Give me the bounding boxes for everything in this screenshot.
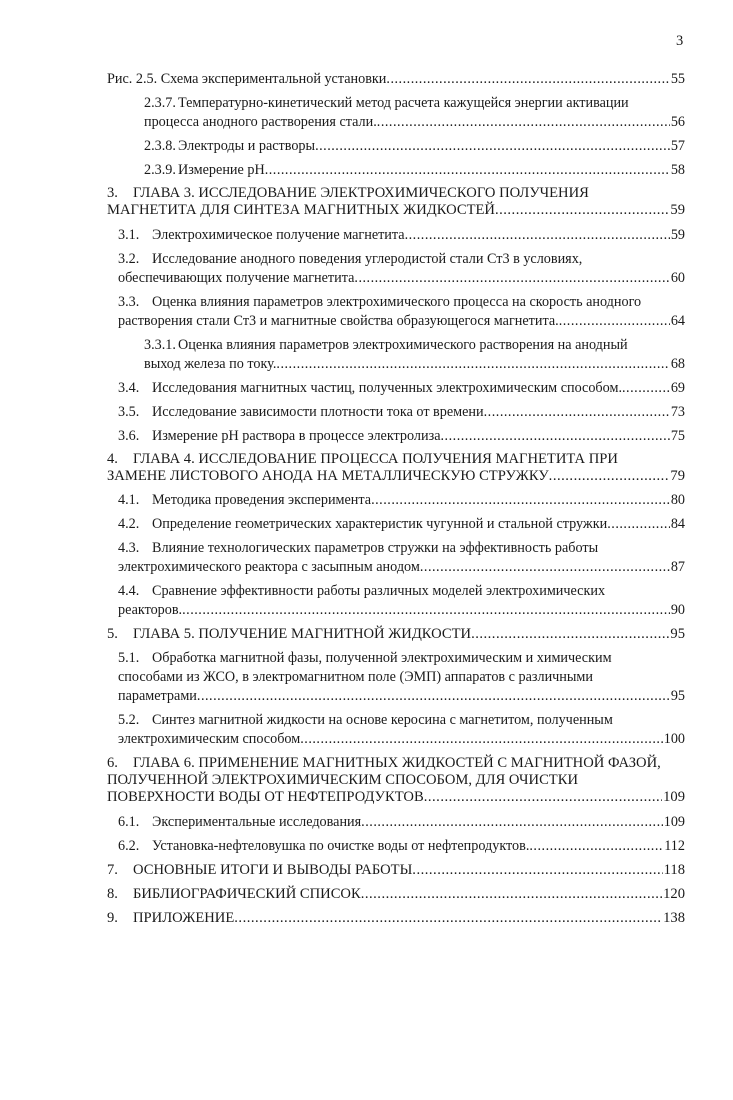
dot-leader (386, 70, 669, 88)
toc-entry-line (107, 754, 685, 772)
toc-entry-title: Исследование анодного поведения углеродистой стали Ст3 в условиях, (152, 251, 583, 267)
toc-entry-line-last (144, 355, 685, 373)
dot-leader (405, 226, 670, 244)
dot-leader (559, 312, 670, 330)
toc-entry-line (118, 668, 685, 686)
toc-entry-number: 3.6. (118, 428, 140, 444)
toc-entry-line-last (118, 813, 685, 831)
dot-leader (354, 269, 669, 287)
dot-leader (441, 427, 670, 445)
toc-entry-title: Методика проведения эксперимента (152, 492, 372, 508)
toc-entry-page: 64 (670, 313, 685, 329)
dot-leader (182, 601, 670, 619)
toc-entry-line-last (107, 885, 685, 903)
toc-entry-page: 68 (670, 356, 685, 372)
toc-entry-title: ГЛАВА 3. ИССЛЕДОВАНИЕ ЭЛЕКТРОХИМИЧЕСКОГО ПОЛУЧЕНИЯ (133, 185, 589, 201)
toc-entry-line (107, 771, 685, 789)
toc-entry-number: 3.5. (118, 404, 140, 420)
toc-entry-page: 69 (670, 380, 685, 396)
toc-entry-title: Электроды и растворы (178, 138, 316, 154)
toc-entry-title: ПОЛУЧЕННОЙ ЭЛЕКТРОХИМИЧЕСКИМ СПОСОБОМ, ДЛЯ ОЧИСТКИ (107, 772, 578, 788)
toc-entry-page: 55 (670, 71, 685, 87)
toc-entry-title: Измерение pH раствора в процессе электролиза (152, 428, 441, 444)
toc-entry-line (107, 184, 685, 202)
toc-entry-number: 6.2. (118, 838, 140, 854)
toc-entry-line-last (107, 788, 685, 806)
toc-entry-line (118, 250, 685, 268)
toc-entry-page: 100 (663, 731, 685, 747)
toc-entry-page: 95 (670, 688, 685, 704)
toc-entry-line-last (118, 601, 685, 619)
toc-entry-title: МАГНЕТИТА ДЛЯ СИНТЕЗА МАГНИТНЫХ ЖИДКОСТЕЙ (107, 202, 495, 218)
dot-leader (197, 687, 670, 705)
toc-entry-title: Обработка магнитной фазы, полученной электрохимическим и химическим (152, 650, 612, 666)
dot-leader (361, 813, 663, 831)
toc-entry-title: Температурно-кинетический метод расчета кажущейся энергии активации (178, 95, 629, 111)
dot-leader (377, 113, 670, 131)
toc-entry-page: 90 (670, 602, 685, 618)
toc-entry-number: 3.3. (118, 294, 140, 310)
toc-entry-line-last (118, 515, 685, 533)
dot-leader (276, 355, 669, 373)
toc-entry-line (118, 539, 685, 557)
toc-entry-line-last (118, 269, 685, 287)
toc-entry-title: ПРИЛОЖЕНИЕ (133, 910, 235, 926)
toc-entry-page: 84 (670, 516, 685, 532)
toc-entry-title: процесса анодного растворения стали. (144, 114, 377, 130)
toc-entry-title: Сравнение эффективности работы различных моделей электрохимических (152, 583, 606, 599)
toc-entry-line (118, 293, 685, 311)
toc-entry-number: 3. (107, 185, 118, 201)
toc-entry-page: 120 (663, 886, 685, 902)
toc-entry-title: реакторов. (118, 602, 183, 618)
toc-entry-title: Установка-нефтеловушка по очистке воды от нефтепродуктов. (152, 838, 530, 854)
toc-entry-line-last (107, 625, 685, 643)
toc-entry-title: Синтез магнитной жидкости на основе керосина с магнетитом, полученным (152, 712, 613, 728)
dot-leader (265, 161, 670, 179)
toc-entry-title: электрохимического реактора с засыпным анодом (118, 559, 420, 575)
toc-entry-line-last (107, 70, 685, 88)
dot-leader (234, 909, 662, 927)
toc-entry-page: 112 (664, 838, 685, 854)
toc-entry-number: 2.3.9. (144, 162, 176, 178)
toc-entry-title: Определение геометрических характеристик чугунной и стальной стружки (152, 516, 608, 532)
dot-leader (529, 837, 663, 855)
toc-entry-line-last (144, 113, 685, 131)
toc-entry-title: электрохимическим способом (118, 731, 301, 747)
toc-entry-title: Влияние технологических параметров стружки на эффективность работы (152, 540, 599, 556)
toc-entry-number: 3.1. (118, 227, 140, 243)
toc-entry-page: 95 (670, 626, 685, 642)
toc-entry-line (118, 711, 685, 729)
toc-entry-line-last (107, 201, 685, 219)
toc-entry-number: 3.4. (118, 380, 140, 396)
toc-entry-page: 56 (670, 114, 685, 130)
toc-entry-title: БИБЛИОГРАФИЧЕСКИЙ СПИСОК (133, 886, 361, 902)
toc-entry-title: ОСНОВНЫЕ ИТОГИ И ВЫВОДЫ РАБОТЫ (133, 862, 413, 878)
dot-leader (471, 625, 669, 643)
toc-entry-title: Оценка влияния параметров электрохимического растворения на анодный (178, 337, 628, 353)
toc-entry-line-last (118, 558, 685, 576)
dot-leader (412, 861, 662, 879)
dot-leader (607, 515, 670, 533)
toc-entry-page: 59 (670, 227, 685, 243)
toc-entry-line-last (118, 226, 685, 244)
toc-entry-title: Исследование зависимости плотности тока от времени (152, 404, 484, 420)
toc-entry-line-last (118, 687, 685, 705)
dot-leader (549, 467, 670, 485)
toc-entry-page: 109 (663, 814, 685, 830)
toc-entry-page: 60 (670, 270, 685, 286)
toc-entry-title: растворения стали Ст3 и магнитные свойства образующегося магнетита. (118, 313, 559, 329)
toc-entry-number: 4.2. (118, 516, 140, 532)
toc-entry-number: 3.3.1. (144, 337, 176, 353)
toc-entry-page: 109 (663, 789, 685, 805)
toc-entry-line-last (118, 379, 685, 397)
dot-leader (424, 788, 662, 806)
toc-entry-number: 6. (107, 755, 118, 771)
toc-entry-title: выход железа по току. (144, 356, 277, 372)
toc-entry-line (144, 336, 685, 354)
toc-entry-line (107, 450, 685, 468)
dot-leader (300, 730, 662, 748)
toc-entry-number: 5.2. (118, 712, 140, 728)
toc-entry-title: ГЛАВА 5. ПОЛУЧЕНИЕ МАГНИТНОЙ ЖИДКОСТИ (133, 626, 472, 642)
toc-entry-title: Исследования магнитных частиц, полученных электрохимическим способом. (152, 380, 622, 396)
toc-entry-title: ЗАМЕНЕ ЛИСТОВОГО АНОДА НА МЕТАЛЛИЧЕСКУЮ СТРУЖКУ (107, 468, 549, 484)
toc-entry-number: 3.2. (118, 251, 140, 267)
toc-entry-number: 5. (107, 626, 118, 642)
toc-entry-title: ПОВЕРХНОСТИ ВОДЫ ОТ НЕФТЕПРОДУКТОВ (107, 789, 424, 805)
toc-entry-page: 118 (663, 862, 685, 878)
toc-entry-line-last (107, 467, 685, 485)
toc-entry-line-last (118, 312, 685, 330)
toc-entry-line-last (107, 861, 685, 879)
toc-entry-number: 2.3.8. (144, 138, 176, 154)
toc-entry-page: 80 (670, 492, 685, 508)
toc-entry-number: 4.3. (118, 540, 140, 556)
toc-entry-line (118, 649, 685, 667)
toc-entry-page: 75 (670, 428, 685, 444)
toc-entry-number: 4. (107, 451, 118, 467)
toc-entry-number: 4.4. (118, 583, 140, 599)
toc-entry-page: 58 (670, 162, 685, 178)
toc-entry-title: Измерение pH (178, 162, 265, 178)
toc-entry-number: 8. (107, 886, 118, 902)
toc-entry-page: 79 (670, 468, 685, 484)
toc-entry-page: 87 (670, 559, 685, 575)
toc-entry-line-last (118, 403, 685, 421)
dot-leader (420, 558, 670, 576)
dot-leader (622, 379, 670, 397)
toc-entry-page: 59 (670, 202, 685, 218)
toc-entry-number: 7. (107, 862, 118, 878)
toc-entry-line-last (144, 161, 685, 179)
toc-entry-line (144, 94, 685, 112)
toc-entry-line-last (144, 137, 685, 155)
toc-entry-title: ГЛАВА 6. ПРИМЕНЕНИЕ МАГНИТНЫХ ЖИДКОСТЕЙ С МАГНИТНОЙ ФАЗОЙ, (133, 755, 661, 771)
toc-entry-title: способами из ЖСО, в электромагнитном поле (ЭМП) аппаратов с различными (118, 669, 593, 685)
toc-entry-line-last (118, 837, 685, 855)
page-number: 3 (676, 33, 684, 49)
toc-entry-title: параметрами (118, 688, 197, 704)
toc-entry-number: 5.1. (118, 650, 140, 666)
toc-entry-title: Рис. 2.5. Схема экспериментальной установки (107, 71, 387, 87)
toc-entry-line-last (118, 730, 685, 748)
toc-entry-title: Экспериментальные исследования (152, 814, 362, 830)
toc-entry-title: Оценка влияния параметров электрохимического процесса на скорость анодного (152, 294, 642, 310)
dot-leader (371, 491, 670, 509)
toc-entry-page: 73 (670, 404, 685, 420)
dot-leader (315, 137, 670, 155)
dot-leader (495, 201, 669, 219)
toc-entry-line (118, 582, 685, 600)
toc-entry-number: 4.1. (118, 492, 140, 508)
dot-leader (361, 885, 662, 903)
dot-leader (484, 403, 670, 421)
toc-entry-line-last (118, 427, 685, 445)
toc-entry-title: обеспечивающих получение магнетита (118, 270, 355, 286)
toc-entry-number: 6.1. (118, 814, 140, 830)
toc-entry-line-last (118, 491, 685, 509)
toc-entry-page: 138 (663, 910, 685, 926)
toc-entry-page: 57 (670, 138, 685, 154)
toc-entry-line-last (107, 909, 685, 927)
toc-entry-title: ГЛАВА 4. ИССЛЕДОВАНИЕ ПРОЦЕССА ПОЛУЧЕНИЯ МАГНЕТИТА ПРИ (133, 451, 618, 467)
toc-entry-number: 9. (107, 910, 118, 926)
toc-entry-title: Электрохимическое получение магнетита (152, 227, 405, 243)
toc-entry-number: 2.3.7. (144, 95, 176, 111)
